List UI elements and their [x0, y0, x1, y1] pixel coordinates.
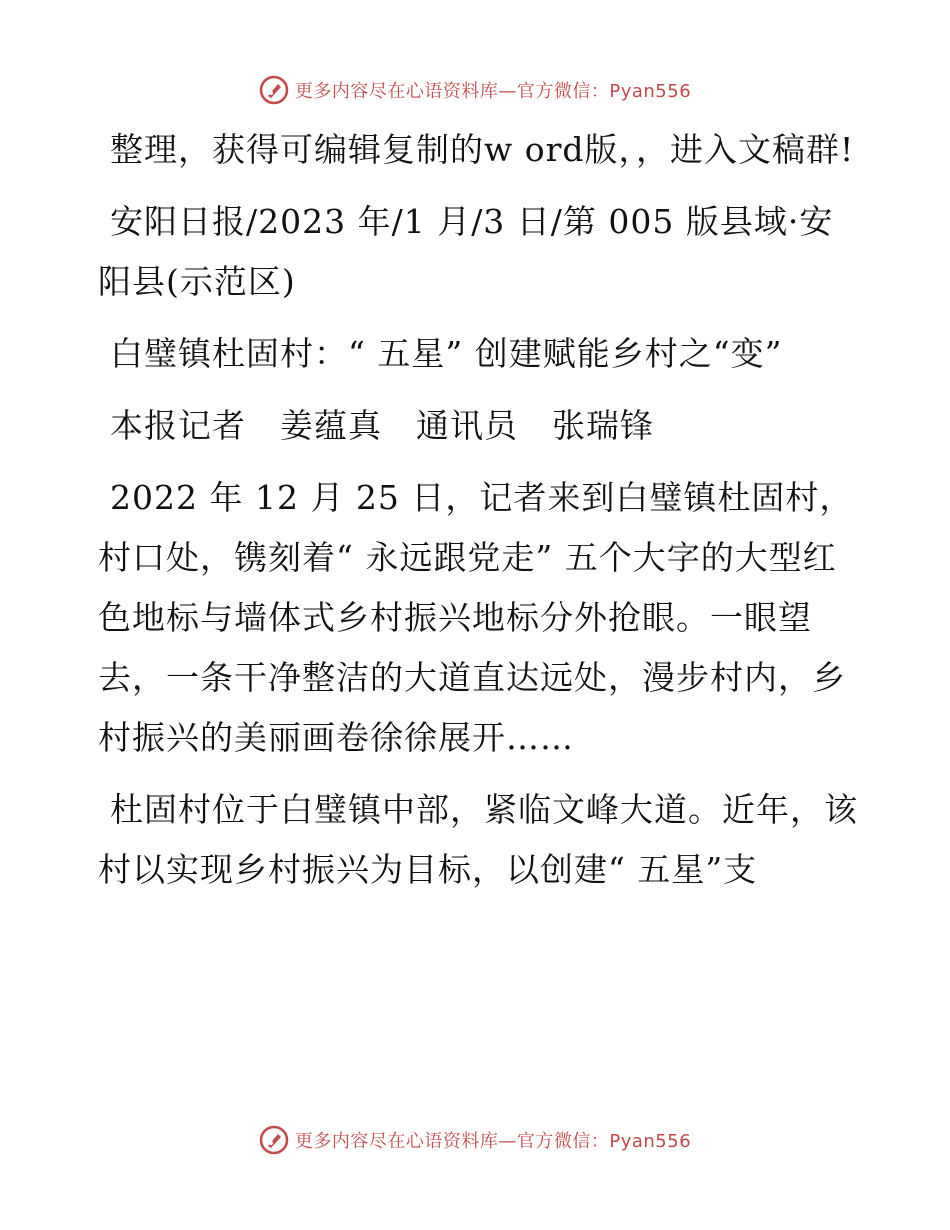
pen-nib-logo-icon [259, 1125, 289, 1155]
watermark-text: 更多内容尽在心语资料库—官方微信：Pyan556 [294, 1131, 692, 1152]
pen-nib-logo-icon [259, 75, 289, 105]
paragraph-intro: 整理，获得可编辑复制的w ord版，，进入文稿群! [110, 130, 855, 169]
paragraph-source: 安阳日报/2023 年/1 月/3 日/第 005 版县域·安阳县(示范区) [98, 202, 834, 301]
paragraph-body-2: 杜固村位于白璧镇中部，紧临文峰大道。近年，该村以实现乡村振兴为目标，以创建“ 五星”支 [98, 790, 858, 889]
footer-watermark [0, 1120, 950, 1160]
paragraph-body-1: 2022 年 12 月 25 日，记者来到白璧镇杜固村，村口处，镌刻着“ 永远跟党走” 五个大字的大型红色地标与墙体式乡村振兴地标分外抢眼。一眼望去，一条干净整洁的大道直达远处，漫步村内，乡村振兴的美丽画卷徐徐展开…… [98, 478, 854, 757]
header-watermark [0, 70, 950, 110]
document-body [98, 120, 858, 912]
paragraph-headline: 白璧镇杜固村：“ 五星” 创建赋能乡村之“变” [110, 334, 783, 373]
paragraph-byline: 本报记者 姜蕴真 通讯员 张瑞锋 [110, 406, 654, 445]
watermark-text: 更多内容尽在心语资料库—官方微信：Pyan556 [294, 81, 692, 102]
